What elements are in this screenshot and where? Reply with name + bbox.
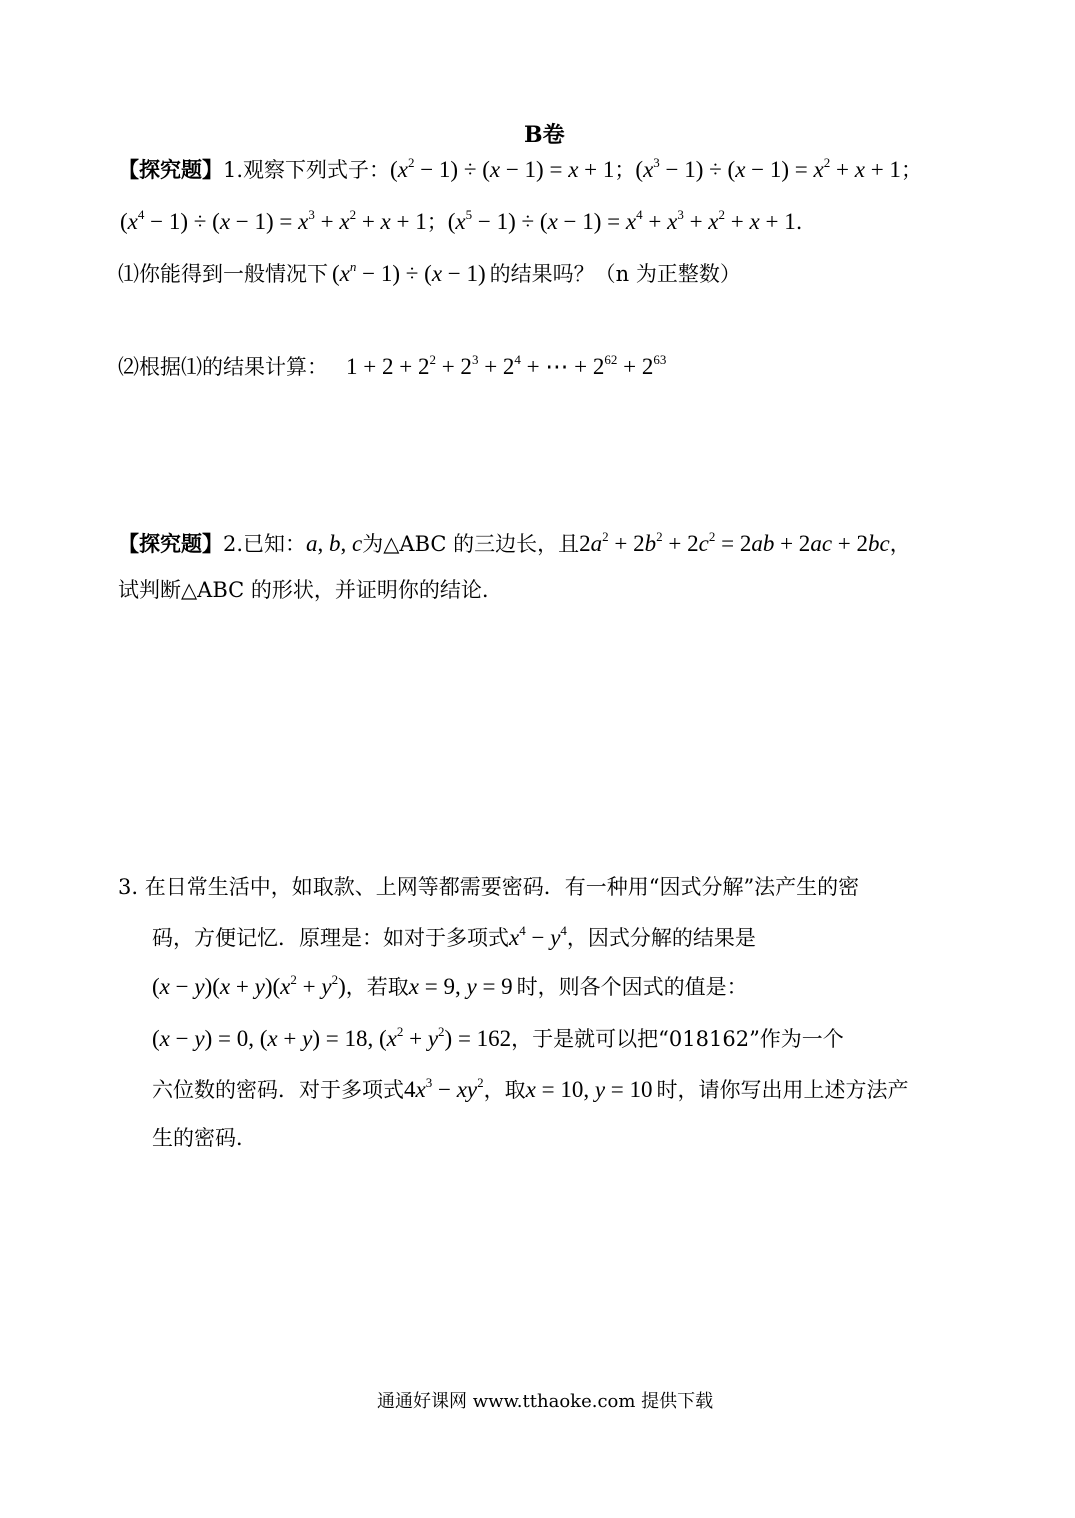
q3-line2-a: 码，方便记忆．原理是：如对于多项式 bbox=[152, 926, 509, 950]
q1-part2-text: ⑵根据⑴的结果计算： bbox=[118, 355, 328, 379]
page-title: B卷 bbox=[524, 122, 565, 148]
q3-line2 bbox=[152, 923, 756, 950]
q1-intro: 观察下列式子： bbox=[243, 158, 391, 182]
q1-part1 bbox=[118, 259, 741, 286]
q3-line5-b: ，取 bbox=[483, 1078, 526, 1102]
q1-eq4: $(x^5 - 1) \div (x - 1) = x^4 + x^3 + x^2 + x + 1$ bbox=[447, 207, 796, 234]
q3-line6: 生的密码． bbox=[152, 1126, 257, 1150]
q2-number: 2. bbox=[223, 532, 244, 556]
q2-text-b: 为△ABC 的三边长，且 bbox=[362, 532, 580, 556]
q3-line5-c: 时，请你写出用上述方法产 bbox=[656, 1078, 909, 1102]
q1-line1 bbox=[118, 155, 922, 182]
q1-part2 bbox=[118, 352, 667, 379]
q3-line3 bbox=[152, 972, 748, 999]
q2-text-c: ， bbox=[889, 532, 911, 556]
q1-sep: ； bbox=[614, 158, 636, 182]
q2-line1 bbox=[118, 529, 911, 556]
page-footer: 通通好课网 www.tthaoke.com 提供下载 bbox=[377, 1391, 714, 1412]
q3-line5 bbox=[152, 1075, 909, 1102]
q3-line5-expr: $4x^3 - xy^2$ bbox=[404, 1075, 484, 1102]
q3-line3-expr2: x = 9, y = 9 bbox=[408, 974, 513, 999]
q1-part1-text-a: ⑴你能得到一般情况下 bbox=[118, 262, 328, 286]
q3-line2-expr: $x^4 - y^4$ bbox=[509, 923, 567, 950]
q3-line3-expr: $(x - y)(x + y)(x^2 + y^2)$ bbox=[152, 972, 346, 999]
q1-line2 bbox=[120, 207, 803, 234]
q1-part1-expr: $(x^n - 1) \div (x - 1)$ bbox=[332, 259, 486, 286]
q3-line3-a: ，若取 bbox=[345, 975, 409, 999]
q2-tag: 【探究题】 bbox=[118, 531, 223, 556]
q1-sep: ； bbox=[426, 210, 448, 234]
q1-end: . bbox=[795, 210, 803, 234]
q3-line4-b: ，于是就可以把“018162”作为一个 bbox=[511, 1027, 844, 1051]
q2-text-a: 已知： bbox=[243, 532, 307, 556]
q3-line4 bbox=[152, 1024, 844, 1051]
q1-part1-text-b: 的结果吗？（n 为正整数） bbox=[489, 262, 741, 286]
q2-equation: $2a^2 + 2b^2 + 2c^2 = 2ab + 2ac + 2bc$ bbox=[579, 529, 890, 556]
q3-line4-expr: (x − y) = 0, (x + y) = 18, $(x^2 + y^2) = 162$ bbox=[152, 1024, 512, 1051]
q3-line5-expr2: x = 10, y = 10 bbox=[525, 1077, 653, 1102]
q1-eq2: $(x^3 - 1) \div (x - 1) = x^2 + x + 1$ bbox=[635, 155, 901, 182]
q1-part2-expr: $1 + 2 + 2^2 + 2^3 + 2^4$ + ⋯ + $2^{62} + 2^{63}$ bbox=[346, 352, 667, 379]
q3-line5-a: 六位数的密码．对于多项式 bbox=[152, 1078, 404, 1102]
q3-line2-b: ，因式分解的结果是 bbox=[566, 926, 756, 950]
q1-sep: ； bbox=[900, 158, 922, 182]
q1-tag: 【探究题】 bbox=[118, 157, 223, 182]
q3-line3-b: 时，则各个因式的值是： bbox=[516, 975, 748, 999]
q1-eq1: $(x^2 - 1) \div (x - 1) = x + 1$ bbox=[390, 155, 615, 182]
q3-line1: 3. 在日常生活中，如取款、上网等都需要密码．有一种用“因式分解”法产生的密 bbox=[118, 875, 860, 899]
q1-eq3: $(x^4 - 1) \div (x - 1) = x^3 + x^2 + x + 1$ bbox=[120, 207, 427, 234]
q1-number: 1. bbox=[223, 158, 244, 182]
q2-line2: 试判断△ABC 的形状，并证明你的结论. bbox=[118, 578, 489, 602]
q2-vars: a, b, c bbox=[306, 531, 363, 556]
